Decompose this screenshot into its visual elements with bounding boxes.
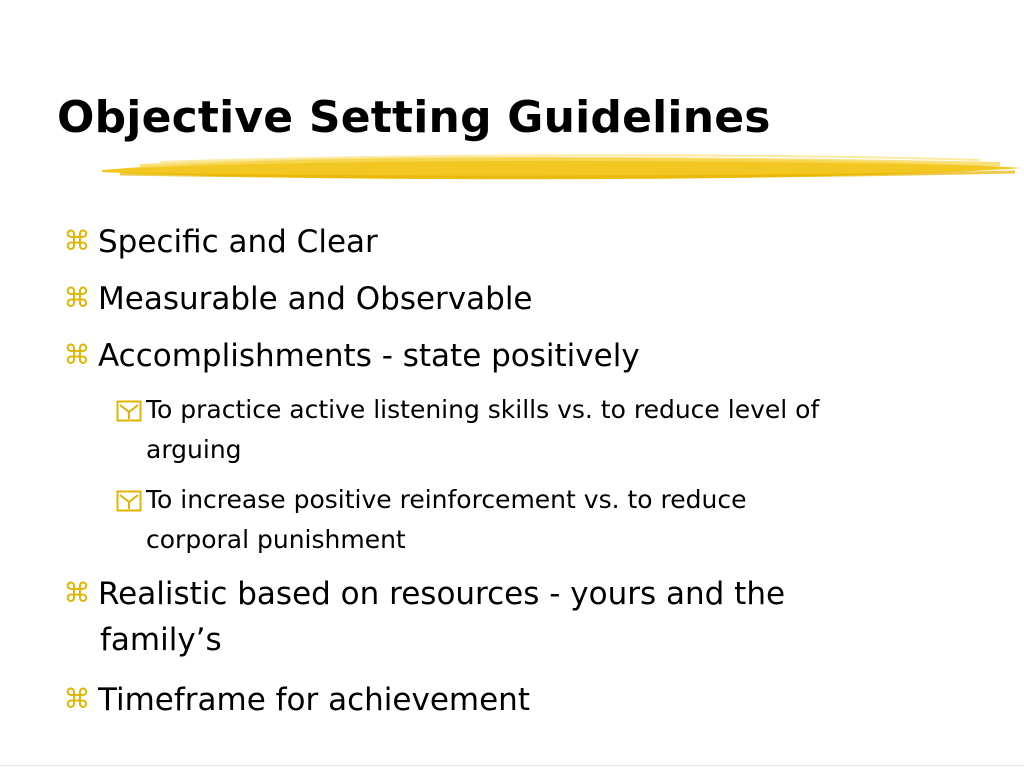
- command-key-bullet-icon: ⌘: [63, 684, 91, 715]
- bullet-text: Measurable and Observable: [98, 281, 533, 317]
- checkbox-bullet-icon: [116, 400, 142, 422]
- bottom-divider: [0, 765, 1024, 766]
- command-key-bullet-icon: ⌘: [63, 340, 91, 371]
- title-underline-brushstroke: [100, 148, 1024, 188]
- command-key-bullet-icon: ⌘: [63, 578, 91, 609]
- sub-bullet-text-line1: To practice active listening skills vs. to reduce level of: [146, 395, 820, 424]
- command-key-bullet-icon: ⌘: [63, 226, 91, 257]
- bullet-text-line2: family’s: [100, 622, 222, 658]
- sub-bullet-item: [116, 480, 746, 560]
- bullet-item: [62, 333, 640, 379]
- bullet-text: Accomplishments - state positively: [98, 338, 640, 374]
- bullet-item: [62, 677, 530, 723]
- bullet-item: [62, 276, 533, 322]
- bullet-item: [62, 219, 378, 265]
- checkbox-bullet-icon: [116, 490, 142, 512]
- sub-bullet-text-line1: To increase positive reinforcement vs. to reduce: [146, 485, 747, 514]
- bullet-text-line1: Realistic based on resources - yours and the: [98, 576, 786, 612]
- command-key-bullet-icon: ⌘: [63, 283, 91, 314]
- slide-title: Objective Setting Guidelines: [57, 92, 771, 143]
- sub-bullet-item: [116, 390, 819, 470]
- bullet-text: Specific and Clear: [98, 224, 378, 260]
- sub-bullet-text-line2: arguing: [146, 435, 242, 464]
- bullet-item: [62, 571, 785, 663]
- bullet-text: Timeframe for achievement: [98, 682, 530, 718]
- sub-bullet-text-line2: corporal punishment: [146, 525, 406, 554]
